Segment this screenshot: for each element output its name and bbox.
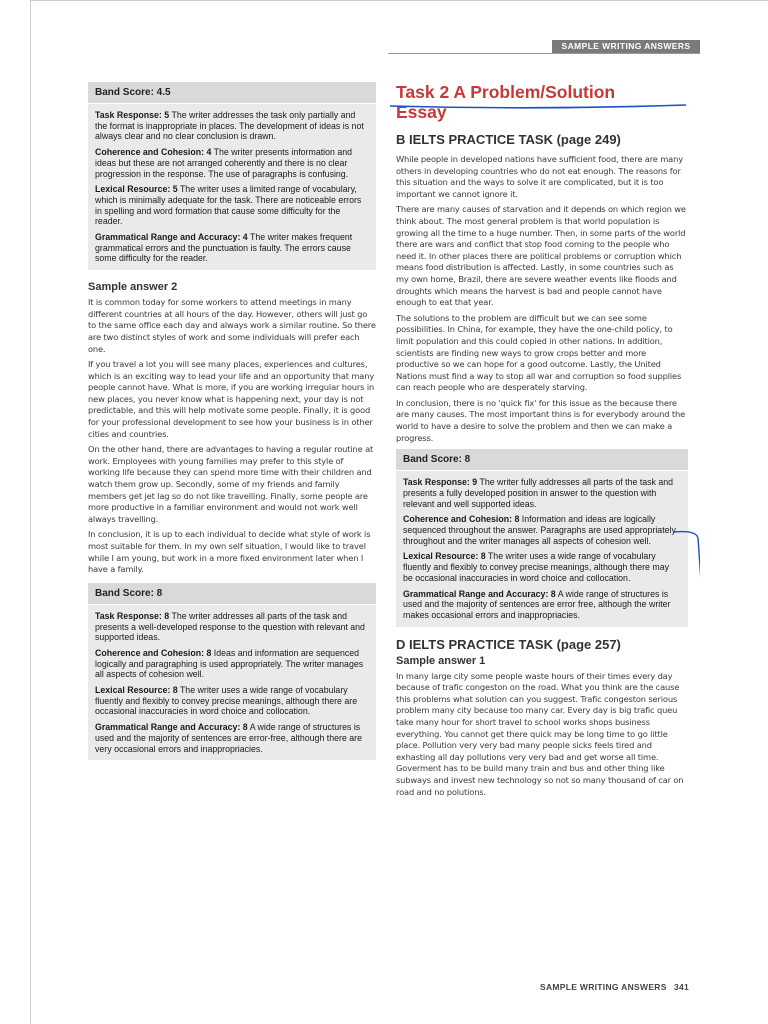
criterion-grammar: Grammatical Range and Accuracy: 4 The writer makes frequent grammatical errors and the punctuation is faulty. The errors cause some difficulty for the reader. (95, 232, 353, 264)
task-title-line-2: Essay (396, 102, 447, 122)
essay-paragraph: The solutions to the problem are difficult but we can see some possibilities. In China, for example, they have the one-child policy, to limit population and this could copied in other nations. In addition, scientists are finding new ways to grow crops better and more productive so we can hope for a good outcome. Lastly, the United Nations must find a way to stop all war and corruption so food supplies can reach people who are desperately starving. (396, 312, 682, 393)
practice-task-b-heading: B IELTS PRACTICE TASK (page 249) (396, 132, 621, 147)
criterion-grammar: Grammatical Range and Accuracy: 8 A wide range of structures is used and the majority of sentences are error free, although the writer makes occasional errors and inappropriacies. (403, 588, 671, 620)
header-rule (388, 53, 700, 54)
band-score-title: Band Score: 4.5 (88, 82, 376, 104)
band-score-box-4-5 (88, 82, 376, 270)
left-column (88, 82, 376, 760)
criterion-task-response: Task Response: 5 The writer addresses the task only partially and the format is inappropriate in places. The development of ideas is not always clear and no clear conclusion is drawn. (95, 110, 364, 142)
criterion-lexical: Lexical Resource: 8 The writer uses a wide range of vocabulary fluently and flexibly to convey precise meanings, although there may be occasional inaccuracies in word choice and collocation. (403, 551, 670, 583)
criterion-task-response: Task Response: 8 The writer addresses all parts of the task and presents a well-developed response to the question with relevant and supported ideas. (95, 610, 365, 643)
essay-paragraph: It is common today for some workers to attend meetings in many different countries at all hours of the day. However, others will just go to the same office each day and always work a similar routine. So there are two distinct styles of work and some individuals will prefer each one. (88, 297, 376, 354)
essay-paragraph: In conclusion, it is up to each individual to decide what style of work is most suitable for them. In my own self situation, I would like to travel while I am young, but work in a more fixed environment later when I have a family. (88, 529, 371, 575)
page-number: 341 (674, 982, 690, 992)
essay-paragraph: In many large city some people waste hours of their times every day because of trafic congeston on the road. What you think are the cause this problems what solution can you suggest. Trafic congeston serious problem many city because too many car. Every day is big trafic queu take many hour for short travel to school works shops business everything. You cannot get there quick may be long time to go little place. Pollution very very bad many people sicks feels tired and exhasting all day pollutions very very bad and get worse all time. Goverment has to be build many train and bus and other thing like subways and invest new technology so not so many thousand of car on road and no polutions. (396, 670, 684, 797)
sample-answer-1-heading: Sample answer 1 (396, 654, 486, 667)
task-title-line-1: Task 2 A Problem/Solution (396, 82, 616, 102)
band-score-box-8 (88, 583, 376, 760)
criterion-grammar: Grammatical Range and Accuracy: 8 A wide range of structures is used and the majority of sentences are error-free, although there are very occasional errors and inappropriacies. (95, 722, 362, 754)
band-score-box-8-right (396, 449, 688, 626)
right-column (396, 82, 688, 802)
criterion-coherence: Coherence and Cohesion: 8 Ideas and information are sequenced logically and paragraphing is used appropriately. The writer manages all aspects of cohesion well. (95, 647, 364, 680)
band-score-title: Band Score: 8 (396, 449, 688, 471)
band-score-title: Band Score: 8 (88, 583, 376, 605)
criterion-lexical: Lexical Resource: 8 The writer uses a wide range of vocabulary fluently and flexibly to convey precise meanings, although there are occasional inaccuracies in word choice and collocation. (95, 685, 358, 717)
page-top-edge (30, 0, 768, 1)
handwritten-bracket-annotation (672, 528, 700, 600)
essay-paragraph: There are many causes of starvation and it depends on which region we think about. The most general problem is that world population is growing all the time to a huge number. Then, in some parts of the world there are wars and conflict that stop food coming to the people who need it. In other places there are political problems or corruption which means food distribution is affected. Lastly, in some countries such as my own home, Brazil, there are severe weather events like floods and droughts which means the harvest is bad and people cannot have enough to eat that year. (396, 204, 686, 308)
essay-paragraph: If you travel a lot you will see many places, experiences and cultures, which is an exciting way to lead your life and an opportunity that many people cannot have. What is more, if you are working irregular hours in new places, you never know what is happening next, your day is not predictable, and this will help motivate some people. Finally, it is good for your professional development to see how your business is in other cities and countries. (88, 359, 375, 439)
task-title-block (396, 82, 688, 122)
practice-task-d-heading: D IELTS PRACTICE TASK (page 257) (396, 636, 621, 652)
running-header: SAMPLE WRITING ANSWERS (552, 40, 700, 53)
footer-section-label: SAMPLE WRITING ANSWERS (540, 982, 667, 992)
criterion-lexical: Lexical Resource: 5 The writer uses a limited range of vocabulary, which is minimally adequate for the task. There are noticeable errors in spelling and word formation that cause some difficulty for the reader. (95, 184, 362, 227)
essay-paragraph: While people in developed nations have sufficient food, there are many others in developing countries who do not eat enough. The reasons for this situation and the ways to solve it are complicated, but it is too important we cannot ignore it. (396, 154, 683, 199)
criterion-coherence: Coherence and Cohesion: 4 The writer presents information and ideas but these are not arranged coherently and there is no clear progression in the response. The use of paragraphs is confusing. (95, 147, 353, 179)
handwritten-underline (388, 103, 688, 111)
criterion-task-response: Task Response: 9 The writer fully addresses all parts of the task and presents a fully developed position in answer to the question with relevant and well supported ideas. (403, 477, 674, 509)
page-left-edge (30, 0, 31, 1024)
essay-paragraph: On the other hand, there are advantages to having a regular routine at work. Employees with young families may prefer to this style of working life because they can spend more time with their children and watch them grow up. Secondly, some of my friends and family members get jet lag so do not like travelling. Finally, some people are more productive in a familiar environment and would not work well always travelling. (88, 444, 374, 524)
criterion-coherence: Coherence and Cohesion: 8 Information and ideas are logically sequenced throughout the answer. Paragraphs are used appropriately throughout and the writer manages all aspects of cohesion well. (403, 514, 676, 546)
sample-answer-2-heading: Sample answer 2 (88, 281, 178, 294)
essay-paragraph: In conclusion, there is no 'quick fix' for this issue as the because there are many causes. The most important thins is for everybody around the world to have a desire to solve the problem and then we can make a progress. (396, 397, 686, 443)
